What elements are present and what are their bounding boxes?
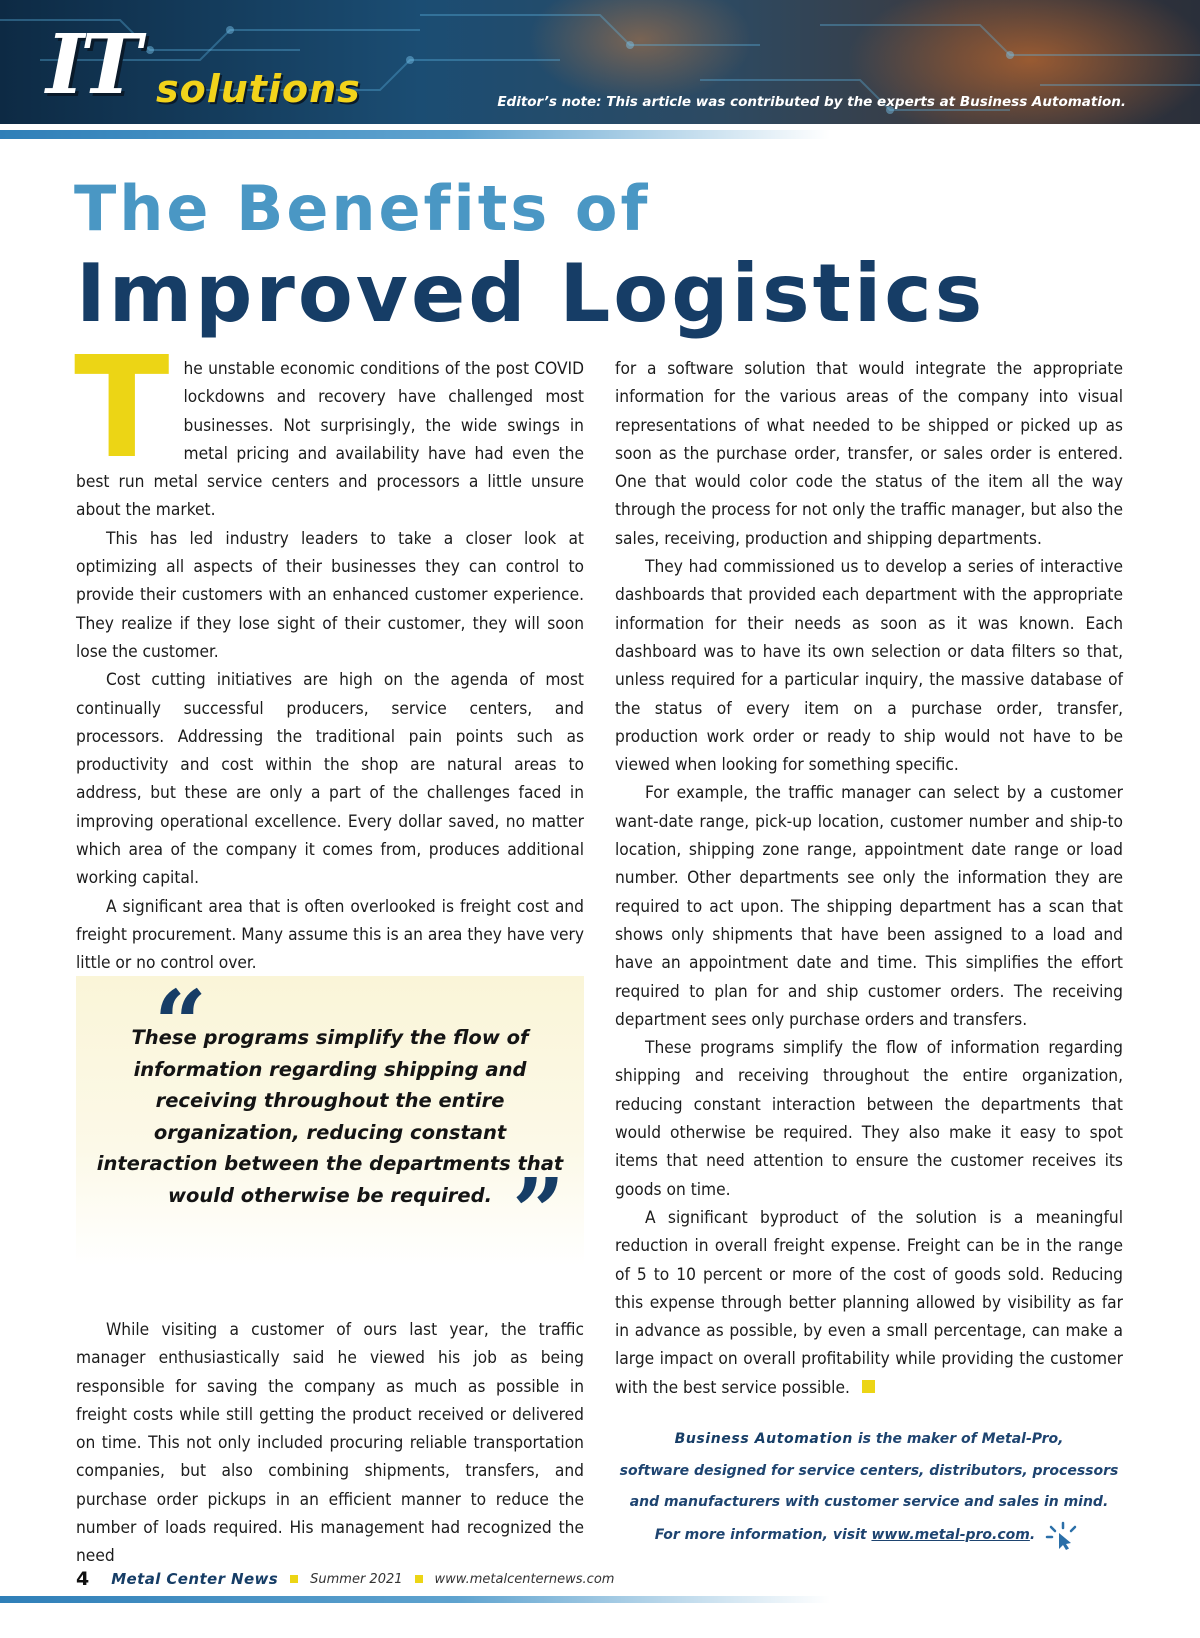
paragraph-8: These programs simplify the flow of information regarding shipping and receiving throughout the entire organization, reducing constant interaction between the departments that would otherwise be required. They also make it easy to spot items that need attention to ensure the customer receives its goods on time. <box>615 1038 1123 1200</box>
title-line-1: The Benefits of <box>74 172 651 245</box>
footer-separator <box>415 1575 423 1583</box>
paragraph-1 <box>74 327 584 525</box>
left-column-lower <box>76 1316 584 1571</box>
author-info-line-4 <box>615 1519 1123 1552</box>
paragraph-9 <box>615 1204 1123 1402</box>
editor-note-text: This article was contributed by the experts at Business Automation. <box>601 94 1126 110</box>
metal-pro-link[interactable]: www.metal-pro.com <box>871 1526 1030 1543</box>
publication-website: www.metalcenternews.com <box>434 1571 615 1587</box>
top-rule <box>0 130 830 139</box>
logo-solutions: solutions <box>156 67 361 111</box>
right-column <box>615 355 1123 1402</box>
paragraph-7: For example, the traffic manager can select by a customer want-date range, pick-up location, customer number and ship-to location, shipping zone range, appointment date range or load number. Other departments see only the information they are required to act upon. The shipping department has a scan that shows only shipments that have been assigned to a load and have an appointment date and time. This simplifies the effort required to plan for and ship customer orders. The receiving department sees only purchase orders and transfers. <box>615 783 1123 1030</box>
author-info-line-2: software designed for service centers, distributors, processors <box>619 1462 1119 1479</box>
paragraph-5-continued: for a software solution that would integrate the appropriate information for the various areas of the company into visual representations of what needed to be shipped or picked up as soon as the purchase order, transfer, or sales order is entered. One that would color code the status of the item all the way through the process for not only the traffic manager, but also the sales, receiving, production and shipping departments. <box>615 359 1123 549</box>
bottom-rule <box>0 1596 830 1603</box>
company-name: Business Automation <box>674 1431 853 1447</box>
pull-quote <box>76 970 584 1266</box>
paragraph-2: This has led industry leaders to take a closer look at optimizing all aspects of their businesses they can control to provide their customers with an enhanced customer experience. They realize if they lose sight of their customer, they will soon lose the customer. <box>76 528 584 662</box>
left-column-upper <box>74 327 584 978</box>
author-info <box>615 1424 1123 1551</box>
publication-name: Metal Center News <box>111 1570 279 1588</box>
paragraph-6: They had commissioned us to develop a series of interactive dashboards that provided each department with the appropriate information for their needs as soon as it was known. Each dashboard was to have its own selection or data filters so that, unless required for a particular inquiry, the massive database of the status of every item on a purchase order, transfer, production work order or ready to ship would not have to be viewed when looking for something specific. <box>615 557 1123 776</box>
editor-note <box>497 94 1126 110</box>
paragraph-3: Cost cutting initiatives are high on the agenda of most continually successful producers, service centers, and processors. Addressing the traditional pain points such as productivity and cost within the shop are natural areas to address, but these are only a part of the challenges faced in improving operational excellence. Every dollar saved, no matter which area of the company it comes from, produces additional working capital. <box>76 670 584 889</box>
author-info-line-3: and manufacturers with customer service and sales in mind. <box>629 1494 1109 1510</box>
quote-open-mark: “ <box>154 970 207 1078</box>
author-info-line-1-rest: is the maker of Metal-Pro, <box>852 1431 1064 1447</box>
quote-close-mark: ” <box>512 1158 565 1266</box>
header-banner <box>0 0 1200 124</box>
visit-prefix: For more information, visit <box>654 1526 872 1543</box>
author-info-line-1 <box>615 1424 1123 1456</box>
paragraph-9-text: A significant byproduct of the solution is a meaningful reduction in overall freight expense. Freight can be in the range of 5 to 10 percent or more of the cost of goods sold. Reducing this expense through better planning allowed by visibility as far in advance as possible, by even a small percentage, can make a large impact on overall profitability while providing the customer with the best service possible. <box>615 1207 1123 1398</box>
editor-note-label: Editor’s note: <box>497 94 602 110</box>
footer-separator <box>290 1575 298 1583</box>
issue-date: Summer 2021 <box>310 1571 403 1587</box>
page-footer <box>76 1567 614 1591</box>
end-of-article-mark <box>862 1380 875 1393</box>
paragraph-1-text: he unstable economic conditions of the post COVID lockdowns and recovery have challenged most businesses. Not surprisingly, the wide swings in metal pricing and availability have had even the best run metal service centers and processors a little unsure about the market. <box>76 359 584 521</box>
title-line-2: Improved Logistics <box>76 247 986 340</box>
pull-quote-text: These programs simplify the flow of information regarding shipping and receiving throughout the entire organization, reducing constant interaction between the departments that would otherwise be required. <box>96 1026 564 1207</box>
logo-it: IT <box>46 17 138 113</box>
click-cursor-icon <box>1043 1519 1083 1551</box>
page-number: 4 <box>76 1568 90 1590</box>
drop-cap: T <box>74 327 170 490</box>
paragraph-5: While visiting a customer of ours last year, the traffic manager enthusiastically said he viewed his job as being responsible for saving the company as much as possible in freight costs while still getting the product received or delivered on time. This not only included procuring reliable transportation companies, but also combining shipments, transfers, and purchase order pickups in an efficient manner to reduce the number of loads required. His management had recognized the need <box>76 1320 584 1567</box>
visit-suffix: . <box>1029 1526 1036 1543</box>
paragraph-4: A significant area that is often overlooked is freight cost and freight procurement. Many assume this is an area they have very little or no control over. <box>76 896 584 974</box>
